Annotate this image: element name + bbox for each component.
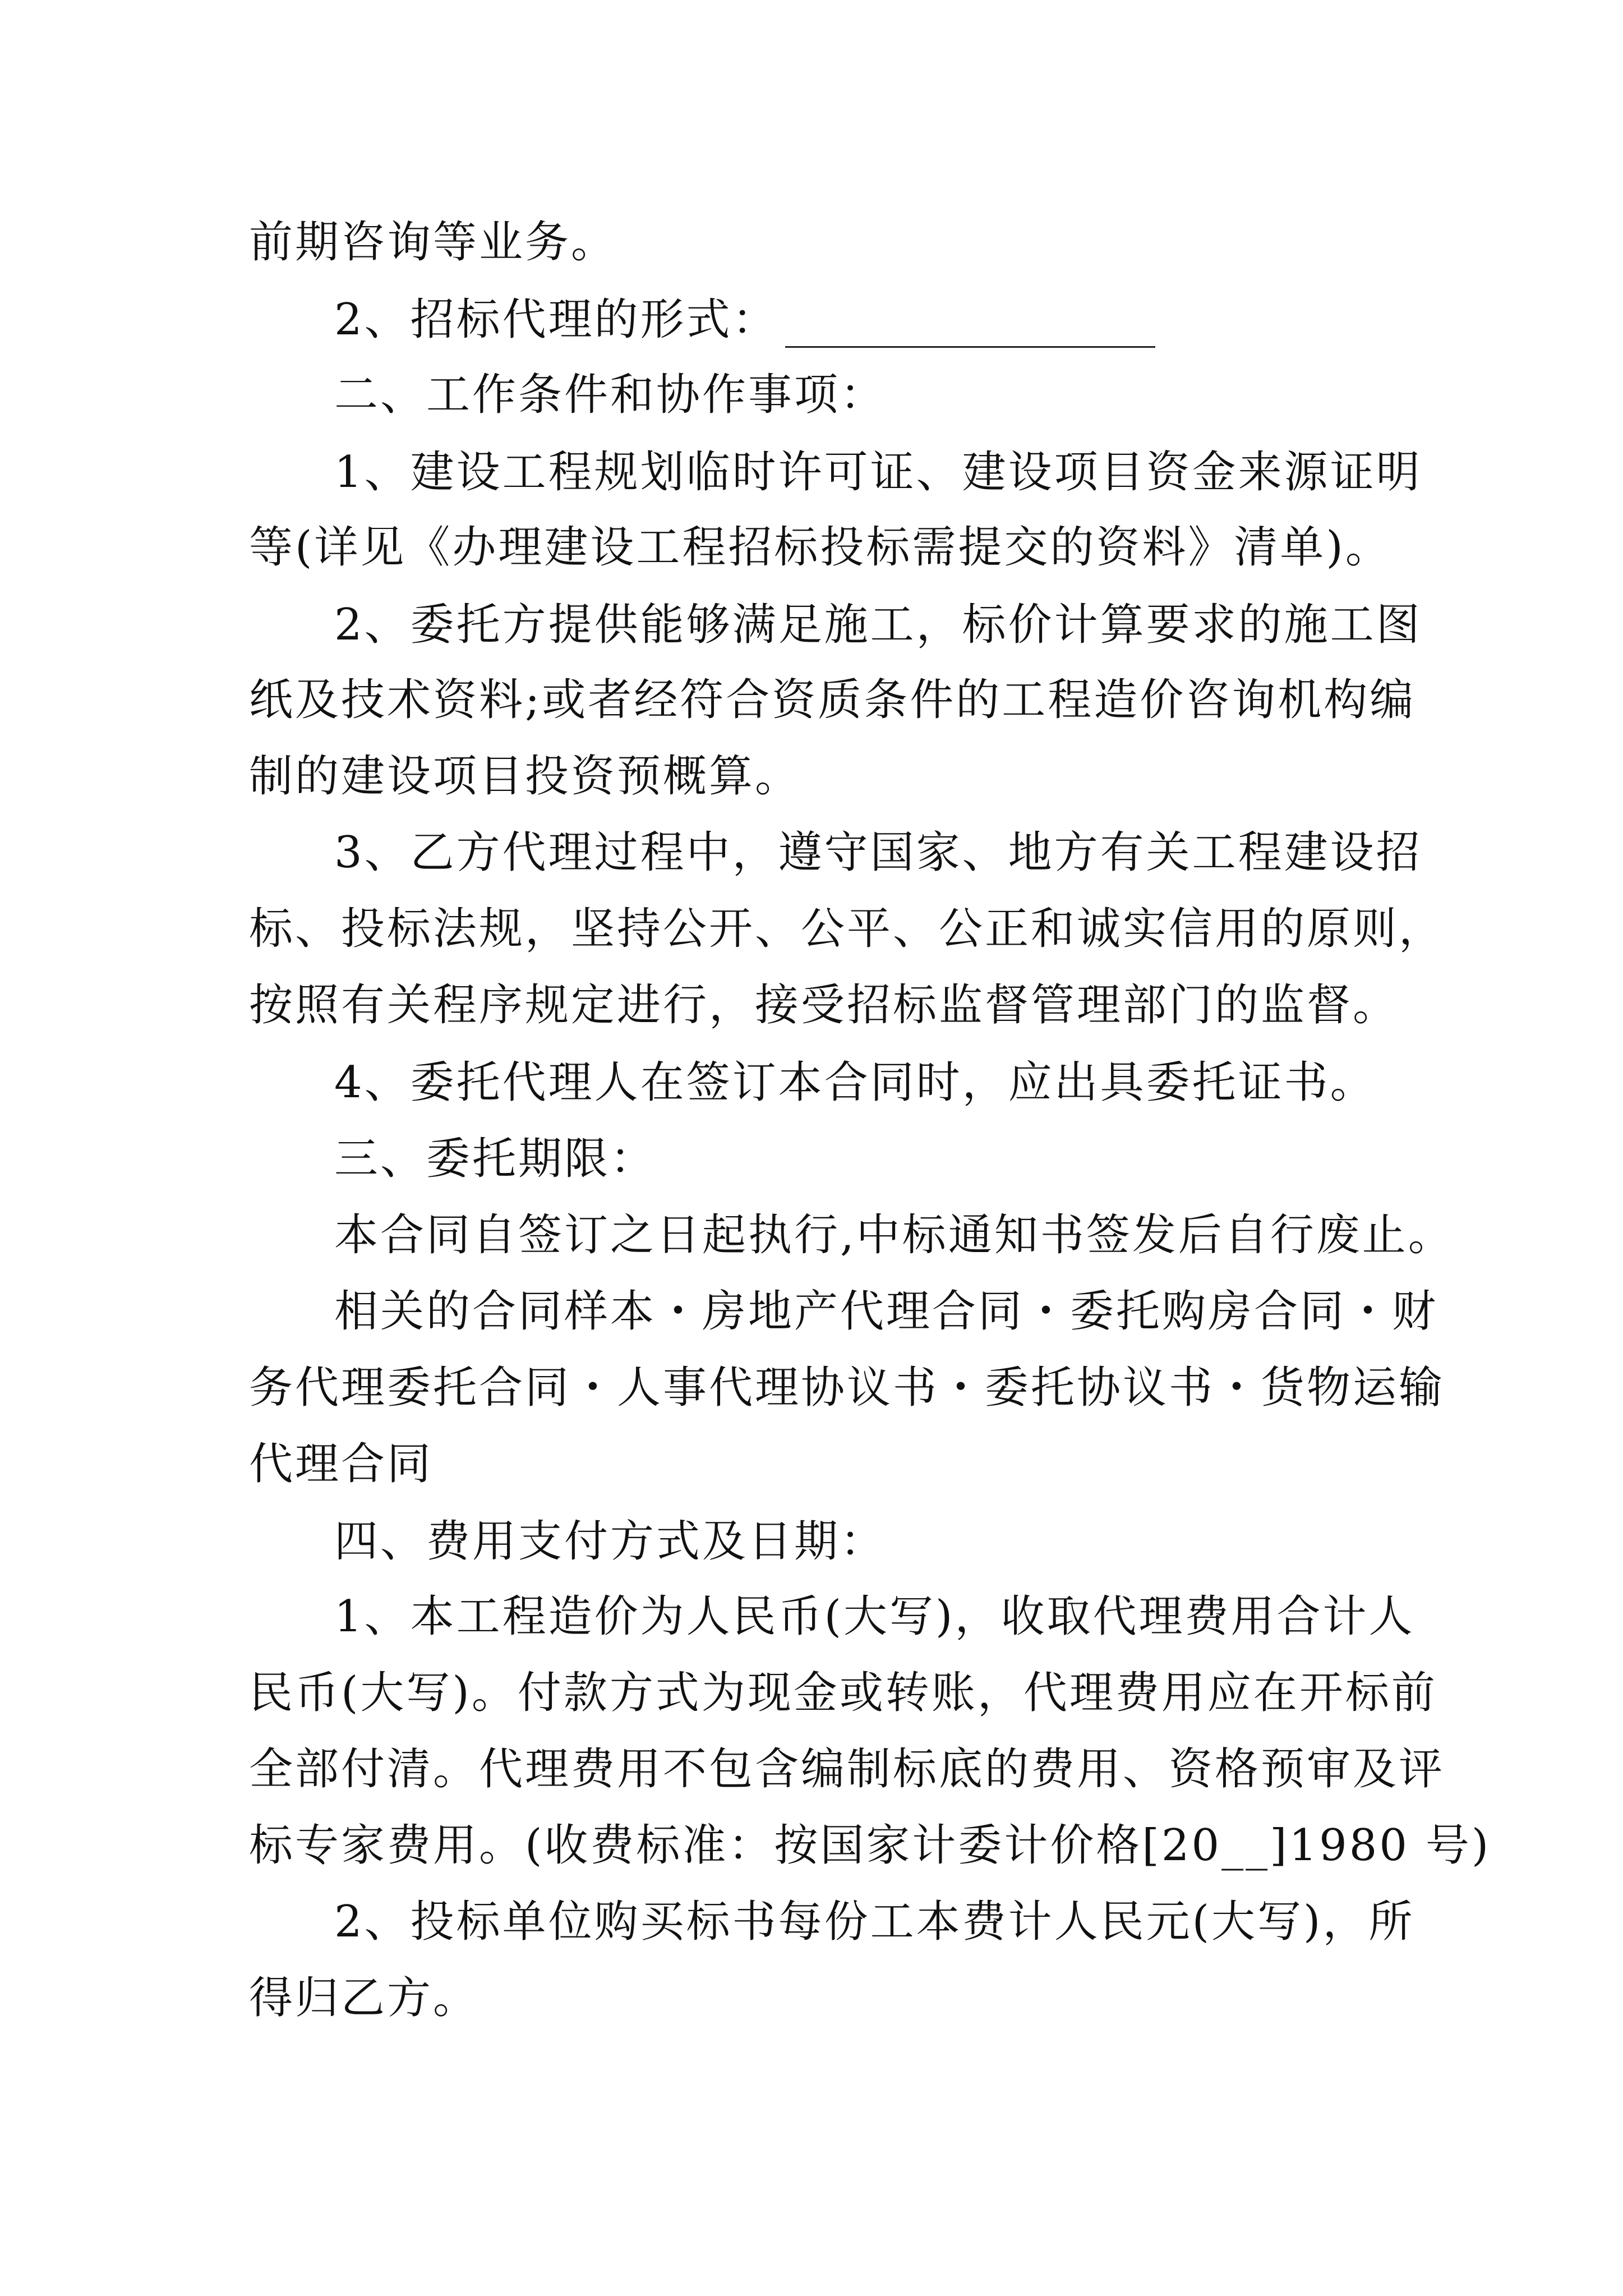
paragraph-line: 标、投标法规，坚持公开、公平、公正和诚实信用的原则， [249, 904, 1445, 954]
section-heading: 四、费用支付方式及日期： [334, 1516, 887, 1567]
paragraph-line: 2、投标单位购买标书每份工本费计人民元(大写)，所 [334, 1897, 1415, 1947]
paragraph-line: 2、委托方提供能够满足施工，标价计算要求的施工图 [334, 600, 1422, 650]
paragraph-line: 标专家费用。(收费标准：按国家计委计价格[20__]1980 号) [249, 1820, 1491, 1871]
paragraph-line: 3、乙方代理过程中，遵守国家、地方有关工程建设招 [334, 827, 1422, 878]
related-links-line: 务代理委托合同・人事代理协议书・委托协议书・货物运输 [249, 1363, 1445, 1413]
paragraph-line: 等(详见《办理建设工程招标投标需提交的资料》清单)。 [249, 522, 1391, 573]
paragraph-line: 得归乙方。 [249, 1973, 479, 2023]
paragraph-line: 本合同自签订之日起执行,中标通知书签发后自行废止。 [334, 1210, 1454, 1260]
paragraph-line: 按照有关程序规定进行，接受招标监督管理部门的监督。 [249, 980, 1399, 1030]
paragraph-line: 1、本工程造价为人民币(大写)，收取代理费用合计人 [334, 1591, 1415, 1642]
section-heading: 二、工作条件和协作事项： [334, 370, 887, 420]
related-links-line: 代理合同 [249, 1439, 434, 1489]
paragraph-line: 1、建设工程规划临时许可证、建设项目资金来源证明 [334, 447, 1422, 498]
paragraph-line: 制的建设项目投资预概算。 [249, 751, 801, 802]
paragraph-line: 4、委托代理人在签订本合同时，应出具委托证书。 [334, 1057, 1376, 1108]
section-heading: 三、委托期限： [334, 1134, 657, 1184]
field-label: 2、招标代理的形式： [334, 295, 778, 345]
paragraph-line: 纸及技术资料;或者经符合资质条件的工程造价咨询机构编 [249, 675, 1416, 725]
paragraph-line: 民币(大写)。付款方式为现金或转账，代理费用应在开标前 [249, 1668, 1437, 1718]
paragraph-line: 全部付清。代理费用不包含编制标底的费用、资格预审及评 [249, 1744, 1445, 1795]
form-field-line [334, 292, 1155, 348]
blank-underline [785, 309, 1155, 348]
related-links-line: 相关的合同样本・房地产代理合同・委托购房合同・财 [334, 1286, 1438, 1337]
paragraph-line: 前期咨询等业务。 [249, 217, 617, 268]
